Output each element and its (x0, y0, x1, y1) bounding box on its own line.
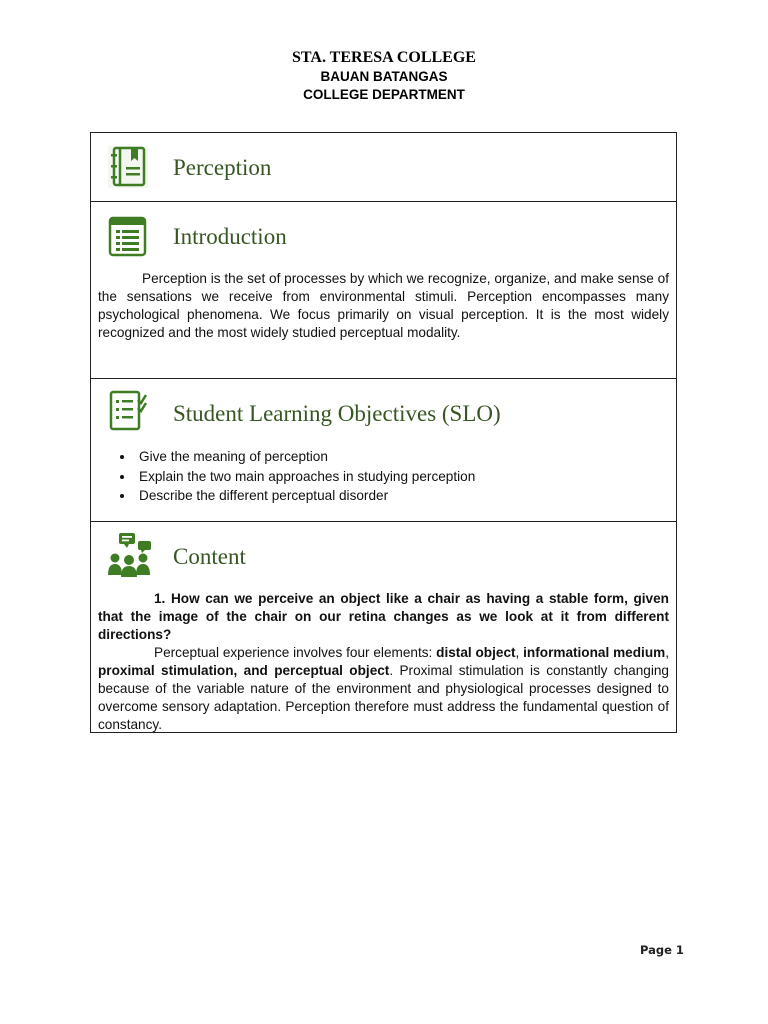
term-proximal-perceptual: proximal stimulation, and perceptual object (98, 663, 390, 678)
introduction-section (90, 201, 677, 379)
book-icon (107, 145, 149, 189)
content-question (98, 590, 669, 644)
paragraph-lead: Perceptual experience involves four elements: (154, 645, 437, 660)
paragraph-rest: . Proximal stimulation is constantly changing because of the variable nature of the environment and physiological processes designed to overcome sensory adaptation. Perception therefore must address the fundamental question of constancy. (98, 663, 669, 732)
content-title: Content (173, 544, 246, 569)
list-item: • Describe the different perceptual disorder (135, 486, 475, 506)
group-discussion-icon (107, 532, 155, 580)
list-item: • Explain the two main approaches in studying perception (135, 467, 475, 487)
separator: , (515, 645, 524, 660)
slo-section (90, 378, 677, 522)
content-section (90, 521, 677, 733)
page-number: Page 1 (640, 943, 684, 957)
perception-section (90, 132, 677, 202)
introduction-body: Perception is the set of processes by which we recognize, organize, and make sense of the sensations we receive from environmental stimuli. Perception encompasses many psychological phenomena. We focus primarily on visual perception. It is the most widely recognized and the most widely studied perceptual modality. (98, 271, 669, 340)
document-icon (107, 215, 149, 259)
slo-list (115, 447, 475, 506)
introduction-title: Introduction (173, 224, 287, 249)
college-location: BAUAN BATANGAS (320, 69, 448, 84)
document-header (0, 48, 768, 104)
separator: , (665, 645, 669, 660)
checklist-icon (107, 389, 149, 433)
term-distal-object: distal object (436, 645, 516, 660)
introduction-text (98, 270, 669, 342)
list-item: • Give the meaning of perception (135, 447, 475, 467)
slo-title: Student Learning Objectives (SLO) (173, 401, 501, 426)
question-text: 1. How can we perceive an object like a chair as having a stable form, given that the image of the chair on our retina changes as we look at it from different directions? (98, 591, 669, 642)
college-name: STA. TERESA COLLEGE (292, 49, 476, 66)
term-informational-medium: informational medium (523, 645, 666, 660)
college-department: COLLEGE DEPARTMENT (303, 87, 465, 102)
perception-title: Perception (173, 155, 272, 180)
content-paragraph (98, 644, 669, 734)
